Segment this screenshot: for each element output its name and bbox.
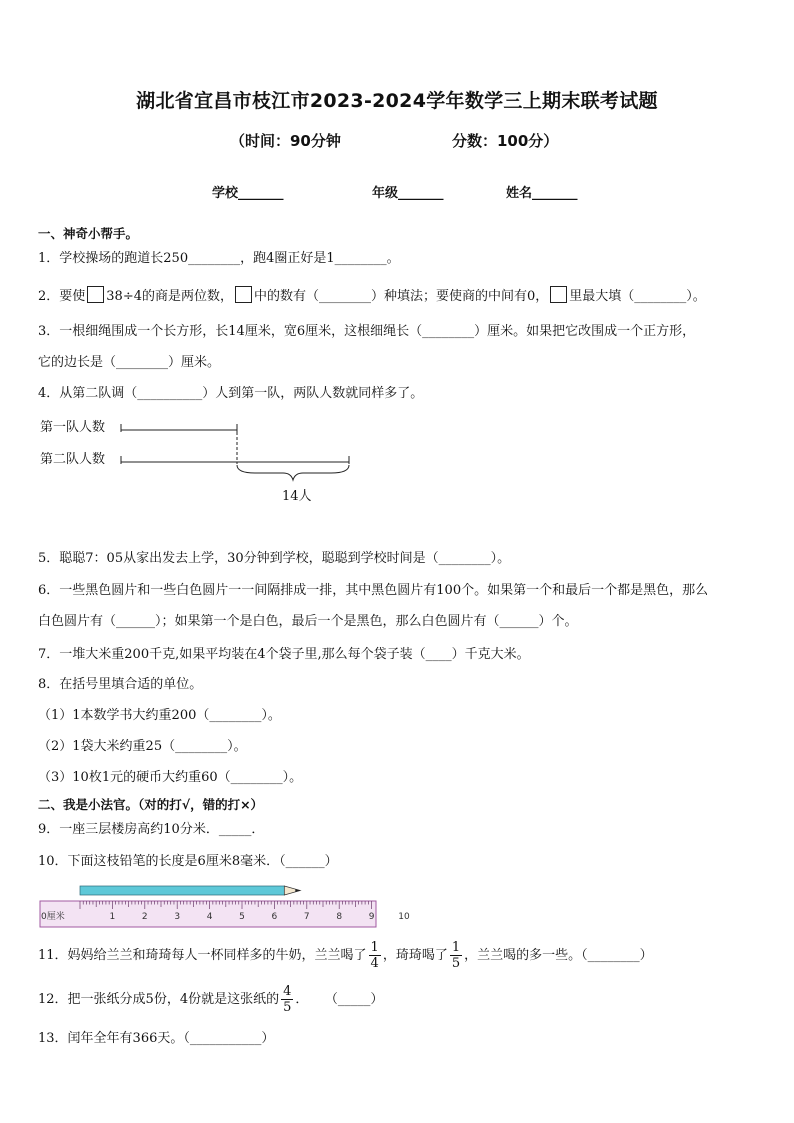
- question-3-line-1: 3．一根细绳围成一个长方形，长14厘米，宽6厘米，这根细绳长（________）厘米。如果把它改围成一个正方形，: [38, 324, 696, 339]
- ruler-label: 7: [303, 912, 310, 922]
- question-8-1: （1）1本数学书大约重200（________）。: [38, 708, 281, 723]
- ruler-label: 6: [271, 912, 278, 922]
- question-1: 1．学校操场的跑道长250________，跑4圈正好是1________。: [38, 251, 400, 266]
- ruler-label: 5: [239, 912, 245, 922]
- q11-part-c: ，兰兰喝的多一些。（________）: [464, 948, 653, 963]
- difference-brace: [237, 465, 349, 480]
- ruler-label: 10: [398, 912, 410, 922]
- exam-score: 分数：100分）: [452, 132, 559, 150]
- fraction-one-quarter: [369, 940, 381, 971]
- question-5: 5．聪聪7：05从家出发去上学，30分钟到学校，聪聪到学校时间是（________）。: [38, 551, 511, 566]
- q2-part-d: 里最大填（________）。: [569, 289, 706, 304]
- q2-part-b: 38÷4的商是两位数，: [106, 289, 233, 304]
- question-8: 8．在括号里填合适的单位。: [38, 677, 203, 692]
- q12-part-b: ． （_____）: [295, 992, 384, 1007]
- fraction-denominator: 5: [451, 956, 461, 971]
- fraction-numerator: 1: [370, 940, 379, 955]
- section-1-heading: 一、神奇小帮手。: [38, 226, 139, 241]
- q12-part-a: 12．把一张纸分成5份，4份就是这张纸的: [38, 992, 280, 1007]
- diagram-label-team1: 第一队人数: [40, 420, 106, 435]
- school-field: 学校_______: [212, 186, 284, 201]
- ruler-label: 3: [174, 912, 181, 922]
- question-10: 10．下面这枝铅笔的长度是6厘米8毫米．（______）: [38, 854, 338, 869]
- q11-part-a: 11．妈妈给兰兰和琦琦每人一杯同样多的牛奶，兰兰喝了: [38, 948, 367, 963]
- ruler-figure: [38, 882, 410, 932]
- pencil-body: [80, 886, 284, 895]
- question-7: 7．一堆大米重200千克,如果平均装在4个袋子里,那么每个袋子装（____）千克大米。: [38, 647, 530, 662]
- fraction-numerator: 1: [451, 940, 461, 955]
- diagram-difference-label: 14人: [282, 489, 312, 504]
- question-12: [38, 984, 383, 1015]
- ruler-label: 2: [141, 912, 148, 922]
- page-title: 湖北省宜昌市枝江市2023-2024学年数学三上期末联考试题: [136, 90, 658, 112]
- q2-part-c: 中的数有（________）种填法；要使商的中间有0，: [254, 289, 549, 304]
- question-6-line-1: 6．一些黑色圆片和一些白色圆片一一间隔排成一排，其中黑色圆片有100个。如果第一个和最后一个都是黑色，那么: [38, 583, 709, 598]
- ruler-label: 8: [336, 912, 343, 922]
- question-9: 9．一座三层楼房高约10分米．_____．: [38, 822, 265, 837]
- ruler-label: 1: [109, 912, 116, 922]
- blank-box: [87, 286, 104, 303]
- fraction-four-fifths: [281, 984, 293, 1015]
- name-field: 姓名_______: [506, 186, 578, 201]
- question-3-line-2: 它的边长是（________）厘米。: [38, 355, 221, 370]
- q11-part-b: ，琦琦喝了: [382, 948, 448, 963]
- exam-time: （时间：90分钟: [230, 132, 341, 150]
- ruler-label: 9: [368, 912, 375, 922]
- diagram-label-team2: 第二队人数: [40, 452, 106, 467]
- fraction-one-fifth: [450, 940, 462, 971]
- question-13: 13．闰年全年有366天。（___________）: [38, 1031, 275, 1046]
- question-4: 4．从第二队调（__________）人到第一队，两队人数就同样多了。: [38, 386, 424, 401]
- ruler-label: 0厘米: [41, 912, 65, 922]
- question-6-line-2: 白色圆片有（______）；如果第一个是白色，最后一个是黑色，那么白色圆片有（______）个。: [38, 614, 578, 629]
- grade-field: 年级_______: [372, 186, 444, 201]
- question-8-2: （2）1袋大米约重25（________）。: [38, 739, 247, 754]
- pencil: [80, 886, 300, 895]
- q2-part-a: 2．要使: [38, 289, 86, 304]
- question-11: [38, 940, 653, 971]
- fraction-numerator: 4: [283, 984, 292, 999]
- fraction-denominator: 4: [370, 956, 379, 971]
- line-segment-diagram: [115, 418, 365, 508]
- question-2: [38, 286, 706, 306]
- blank-box: [235, 286, 252, 303]
- ruler-label: 4: [206, 912, 213, 922]
- blank-box: [550, 286, 567, 303]
- section-2-heading: 二、我是小法官。（对的打√，错的打×）: [38, 797, 264, 812]
- fraction-denominator: 5: [283, 1000, 292, 1015]
- question-8-3: （3）10枚1元的硬币大约重60（________）。: [38, 770, 303, 785]
